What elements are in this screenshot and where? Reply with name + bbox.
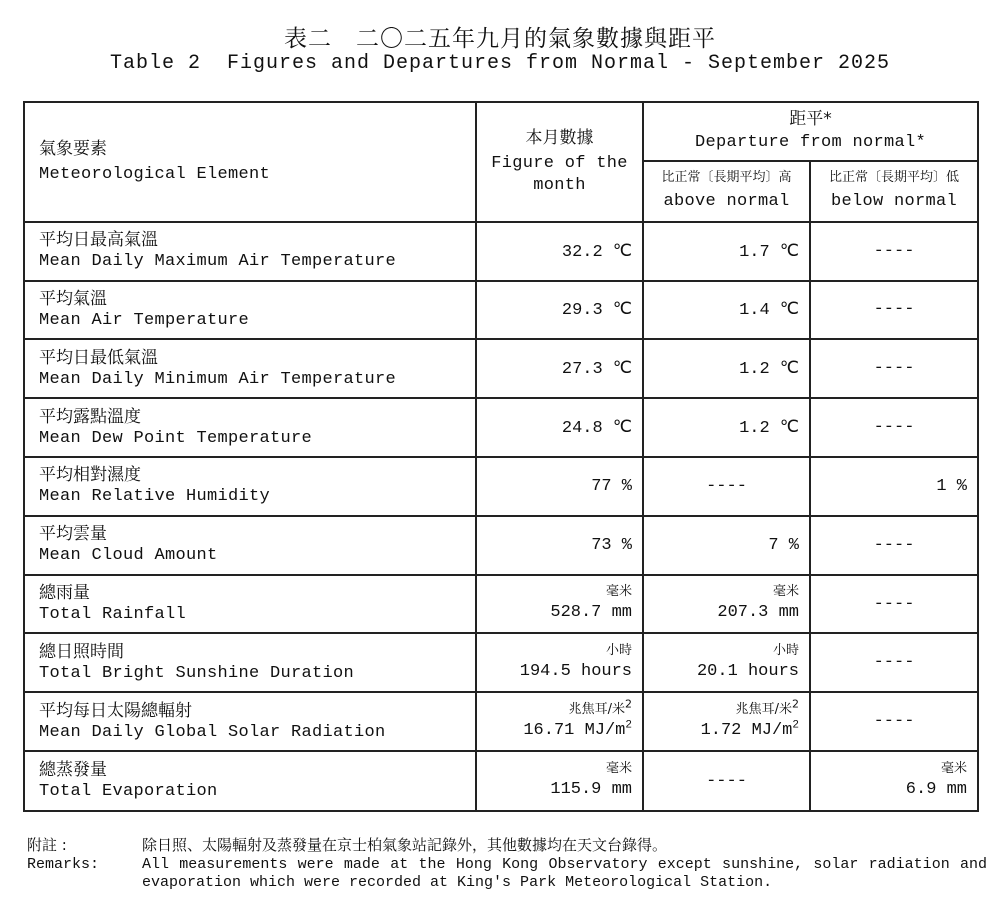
remarks-label-zh: 附註 : <box>27 836 67 854</box>
above-unit-zh: 小時 <box>772 642 799 658</box>
header-departure-en: Departure from normal* <box>694 133 927 153</box>
element-name-zh: 平均雲量 <box>39 524 107 545</box>
header-month-en: Figure of the month <box>491 153 628 195</box>
table-title-english: Table 2 Figures and Departures from Normal - September 2025 <box>109 52 891 75</box>
month-unit-zh: 毫米 <box>605 761 632 777</box>
superscript: 2 <box>625 719 632 732</box>
below-normal-value: ---- <box>873 418 915 438</box>
below-normal-value: ---- <box>873 712 915 732</box>
table-row <box>24 457 978 516</box>
month-value: 73 % <box>591 535 632 555</box>
month-value: 32.2 ℃ <box>561 242 632 262</box>
element-name-zh: 平均日最低氣溫 <box>39 347 158 368</box>
month-unit-zh: 兆焦耳/米 <box>568 701 625 717</box>
element-name-en: Mean Daily Global Solar Radiation <box>39 722 386 742</box>
table-row <box>24 398 978 457</box>
month-value: 27.3 ℃ <box>561 360 632 380</box>
table-row <box>24 281 978 340</box>
element-name-en: Mean Daily Maximum Air Temperature <box>39 252 397 272</box>
remarks-text-en: All measurements were made at the Hong Kong Observatory except sunshine, solar radiation and evaporation which were recorded at King's Park Meteorological Station. <box>142 856 987 891</box>
element-name-en: Mean Relative Humidity <box>39 487 271 507</box>
element-name-zh: 平均相對濕度 <box>39 465 141 486</box>
element-name-en: Mean Dew Point Temperature <box>39 428 313 448</box>
header-below-en: below normal <box>830 192 958 212</box>
below-unit-zh: 毫米 <box>941 761 968 777</box>
month-unit-zh: 小時 <box>605 642 632 658</box>
month-value: 24.8 ℃ <box>561 419 632 439</box>
table-row <box>24 339 978 398</box>
month-value: 194.5 hours <box>519 661 632 681</box>
element-name-zh: 總日照時間 <box>39 641 124 662</box>
below-normal-value: 1 % <box>936 476 968 496</box>
table-row <box>24 222 978 281</box>
above-normal-value: 1.2 ℃ <box>739 360 799 380</box>
above-normal-value: ---- <box>706 476 747 496</box>
element-name-en: Mean Daily Minimum Air Temperature <box>39 369 397 389</box>
remarks-text-zh: 除日照、太陽輻射及蒸發量在京士柏氣象站記錄外，其他數據均在天文台錄得。 <box>142 836 668 854</box>
table-title-chinese: 表二 二〇二五年九月的氣象數據與距平 <box>284 26 716 52</box>
element-name-zh: 平均每日太陽總輻射 <box>39 700 192 721</box>
header-element-zh: 氣象要素 <box>39 138 107 159</box>
month-value: 528.7 mm <box>550 603 632 623</box>
header-element-en: Meteorological Element <box>39 164 271 184</box>
above-normal-value: 20.1 hours <box>696 661 799 681</box>
header-above-cell <box>643 161 810 222</box>
remarks-section <box>27 834 987 892</box>
below-normal-value: ---- <box>873 300 915 320</box>
below-normal-value: ---- <box>873 594 915 614</box>
superscript: 2 <box>792 719 799 732</box>
header-departure-zh: 距平* <box>789 109 832 130</box>
element-name-zh: 平均氣溫 <box>39 288 107 309</box>
below-normal-value: ---- <box>873 653 915 673</box>
element-name-zh: 總蒸發量 <box>39 760 107 781</box>
element-name-en: Total Rainfall <box>39 605 187 625</box>
month-value: 77 % <box>591 476 632 496</box>
month-value: 16.71 MJ/m <box>523 720 626 740</box>
below-normal-value: ---- <box>873 359 915 379</box>
header-above-zh: 比正常〔長期平均〕高 <box>661 170 792 186</box>
table-row <box>24 575 978 634</box>
header-below-zh: 比正常〔長期平均〕低 <box>829 170 960 186</box>
element-name-en: Mean Air Temperature <box>39 310 250 330</box>
above-unit-zh: 毫米 <box>772 584 799 600</box>
month-value: 115.9 mm <box>550 780 632 800</box>
element-name-en: Total Bright Sunshine Duration <box>39 663 355 683</box>
header-month-zh: 本月數據 <box>525 127 594 148</box>
table-row <box>24 692 978 751</box>
above-normal-value: 1.72 MJ/m <box>700 720 793 740</box>
header-above-en: above normal <box>663 192 790 212</box>
element-name-zh: 平均日最高氣溫 <box>39 230 158 251</box>
table-row <box>24 751 978 811</box>
above-normal-value: 1.7 ℃ <box>739 242 799 262</box>
month-unit-zh: 毫米 <box>605 584 632 600</box>
below-normal-value: ---- <box>873 241 915 261</box>
above-unit-zh: 兆焦耳/米 <box>735 701 792 717</box>
table-row <box>24 516 978 575</box>
header-below-cell <box>810 161 978 222</box>
weather-figures-table <box>23 101 979 812</box>
above-normal-value: 207.3 mm <box>717 603 799 623</box>
table-row <box>24 633 978 692</box>
element-name-en: Mean Cloud Amount <box>39 546 218 566</box>
header-departure-cell <box>643 102 978 161</box>
month-value: 29.3 ℃ <box>561 301 632 321</box>
above-normal-value: 1.4 ℃ <box>739 301 799 321</box>
header-month-cell <box>476 102 643 222</box>
header-element-cell <box>24 102 476 222</box>
above-normal-value: ---- <box>706 771 747 791</box>
below-normal-value: ---- <box>873 535 915 555</box>
superscript: 2 <box>792 697 799 711</box>
element-name-en: Total Evaporation <box>39 782 218 802</box>
above-normal-value: 1.2 ℃ <box>739 419 799 439</box>
remarks-label-en: Remarks: <box>27 856 100 873</box>
below-normal-value: 6.9 mm <box>905 780 968 800</box>
above-normal-value: 7 % <box>768 535 799 555</box>
element-name-zh: 平均露點溫度 <box>39 406 141 427</box>
element-name-zh: 總雨量 <box>39 583 90 604</box>
superscript: 2 <box>625 697 632 711</box>
